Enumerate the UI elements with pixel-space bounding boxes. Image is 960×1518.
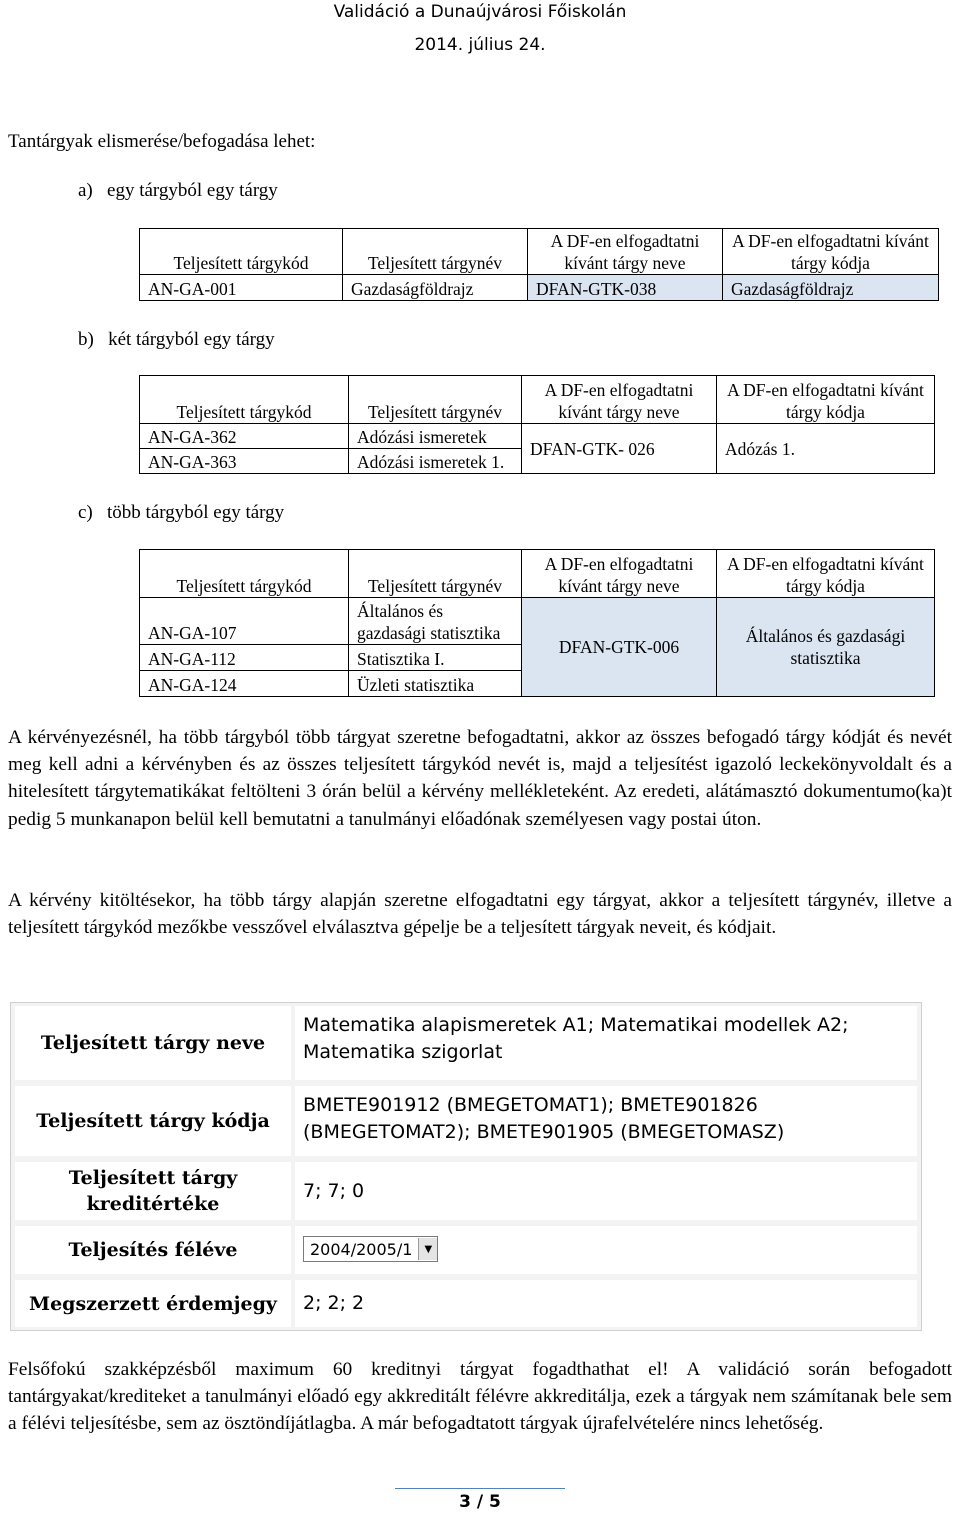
table-c-cell: Statisztika I. bbox=[349, 645, 522, 671]
table-b-cell: Adózási ismeretek bbox=[349, 424, 522, 449]
section-b-title: b) két tárgyból egy tárgy bbox=[78, 329, 275, 350]
form-row-semester bbox=[11, 1223, 921, 1277]
table-b-cell: AN-GA-362 bbox=[140, 424, 349, 449]
table-a-cell: Gazdaságföldrajz bbox=[723, 275, 939, 301]
table-b-cell: AN-GA-363 bbox=[140, 449, 349, 474]
table-b-target-code: DFAN-GTK- 026 bbox=[522, 424, 717, 474]
course-name-field[interactable]: Matematika alapismeretek A1; Matematikai modellek A2; Matematika szigorlat bbox=[295, 1006, 917, 1080]
grade-field[interactable]: 2; 2; 2 bbox=[295, 1280, 917, 1327]
table-c-header-target-code: A DF-en elfogadtatni kívánt tárgy kódja bbox=[717, 550, 935, 598]
page-number: 3 / 5 bbox=[459, 1492, 501, 1512]
application-form-screenshot bbox=[10, 1002, 922, 1331]
course-code-field[interactable]: BMETE901912 (BMEGETOMAT1); BMETE901826 (BMEGETOMAT2); BMETE901905 (BMEGETOMASZ) bbox=[295, 1086, 917, 1156]
semester-field-cell bbox=[295, 1226, 917, 1274]
header-date: 2014. július 24. bbox=[414, 35, 546, 55]
table-c-cell: Üzleti statisztika bbox=[349, 671, 522, 697]
paragraph-3: Felsőfokú szakképzésből maximum 60 kreditnyi tárgyat fogadthathat el! A validáció során befogadott tantárgyakat/krediteket a tanulmányi előadó egy akkreditált félévre akkreditálja, ezek a tárgyak nem számítanak bele sem a félévi teljesítésbe, sem az ösztöndíjátlagba. A már befogadtatott tárgyak újrafelvételére nincs lehetőség. bbox=[8, 1359, 952, 1435]
paragraph-2: A kérvény kitöltésekor, ha több tárgy alapján szeretne elfogadtatni egy tárgyat, akkor a teljesített tárgynév, illetve a teljesített tárgykód mezőkbe vesszővel elválasztva gépelje be a teljesített tárgyak neveit, és kódjait. bbox=[8, 890, 952, 939]
table-a-cell: AN-GA-001 bbox=[140, 275, 343, 301]
paragraph-1: A kérvényezésnél, ha több tárgyból több tárgyat szeretne befogadtatni, akkor az összes befogadó tárgy kódját és nevét meg kell adni a kérvényben és az összes teljesített tárgykód nevét is, majd a teljesítést igazoló leckekönyvoldalt és a hitelesített tárgytematikákat feltölteni 3 órán belül a kérvény mellékleteként. Az eredeti, alátámasztó dokumentumo(ka)t pedig 5 munkanapon belül kell bemutatni a tanulmányi előadónak személyesen vagy postai úton. bbox=[8, 727, 952, 830]
table-c-cell: AN-GA-112 bbox=[140, 645, 349, 671]
table-a bbox=[139, 228, 939, 301]
dropdown-arrow-icon[interactable]: ▼ bbox=[418, 1238, 437, 1260]
table-c-cell: Általános és gazdasági statisztika bbox=[349, 598, 522, 645]
table-a-header-target-name: A DF-en elfogadtatni kívánt tárgy neve bbox=[528, 229, 723, 275]
table-a-header-target-code: A DF-en elfogadtatni kívánt tárgy kódja bbox=[723, 229, 939, 275]
form-label: Teljesített tárgy kreditértéke bbox=[15, 1162, 291, 1220]
table-b-header-target-name: A DF-en elfogadtatni kívánt tárgy neve bbox=[522, 376, 717, 424]
form-row-grade bbox=[11, 1277, 921, 1330]
table-c-cell: AN-GA-107 bbox=[140, 598, 349, 645]
form-label: Teljesített tárgy kódja bbox=[15, 1086, 291, 1156]
section-a-title: a) egy tárgyból egy tárgy bbox=[78, 180, 278, 201]
header-title: Validáció a Dunaújvárosi Főiskolán bbox=[333, 2, 627, 22]
table-a-header-name: Teljesített tárgynév bbox=[343, 229, 528, 275]
semester-select[interactable] bbox=[303, 1236, 438, 1262]
table-a-header-code: Teljesített tárgykód bbox=[140, 229, 343, 275]
form-row-course-name bbox=[11, 1003, 921, 1083]
table-a-cell: Gazdaságföldrajz bbox=[343, 275, 528, 301]
table-c-header-code: Teljesített tárgykód bbox=[140, 550, 349, 598]
form-label: Teljesített tárgy neve bbox=[15, 1006, 291, 1080]
form-row-course-code bbox=[11, 1083, 921, 1159]
table-c-cell: AN-GA-124 bbox=[140, 671, 349, 697]
form-row-credits bbox=[11, 1159, 921, 1223]
table-b-header-target-code: A DF-en elfogadtatni kívánt tárgy kódja bbox=[717, 376, 935, 424]
table-b-target-name: Adózás 1. bbox=[717, 424, 935, 474]
table-b-header-name: Teljesített tárgynév bbox=[349, 376, 522, 424]
semester-select-value: 2004/2005/1 bbox=[310, 1239, 413, 1259]
form-label: Teljesítés féléve bbox=[15, 1226, 291, 1274]
table-b-cell: Adózási ismeretek 1. bbox=[349, 449, 522, 474]
credits-field[interactable]: 7; 7; 0 bbox=[295, 1162, 917, 1220]
form-label: Megszerzett érdemjegy bbox=[15, 1280, 291, 1327]
section-c-title: c) több tárgyból egy tárgy bbox=[78, 502, 285, 523]
table-a-cell: DFAN-GTK-038 bbox=[528, 275, 723, 301]
table-c bbox=[139, 549, 935, 697]
table-c-header-target-name: A DF-en elfogadtatni kívánt tárgy neve bbox=[522, 550, 717, 598]
table-c-target-code: DFAN-GTK-006 bbox=[522, 598, 717, 697]
table-c-header-name: Teljesített tárgynév bbox=[349, 550, 522, 598]
footer-divider bbox=[395, 1488, 565, 1489]
intro-text: Tantárgyak elismerése/befogadása lehet: bbox=[8, 131, 316, 152]
table-b bbox=[139, 375, 935, 474]
table-c-target-name: Általános és gazdasági statisztika bbox=[717, 598, 935, 697]
table-b-header-code: Teljesített tárgykód bbox=[140, 376, 349, 424]
